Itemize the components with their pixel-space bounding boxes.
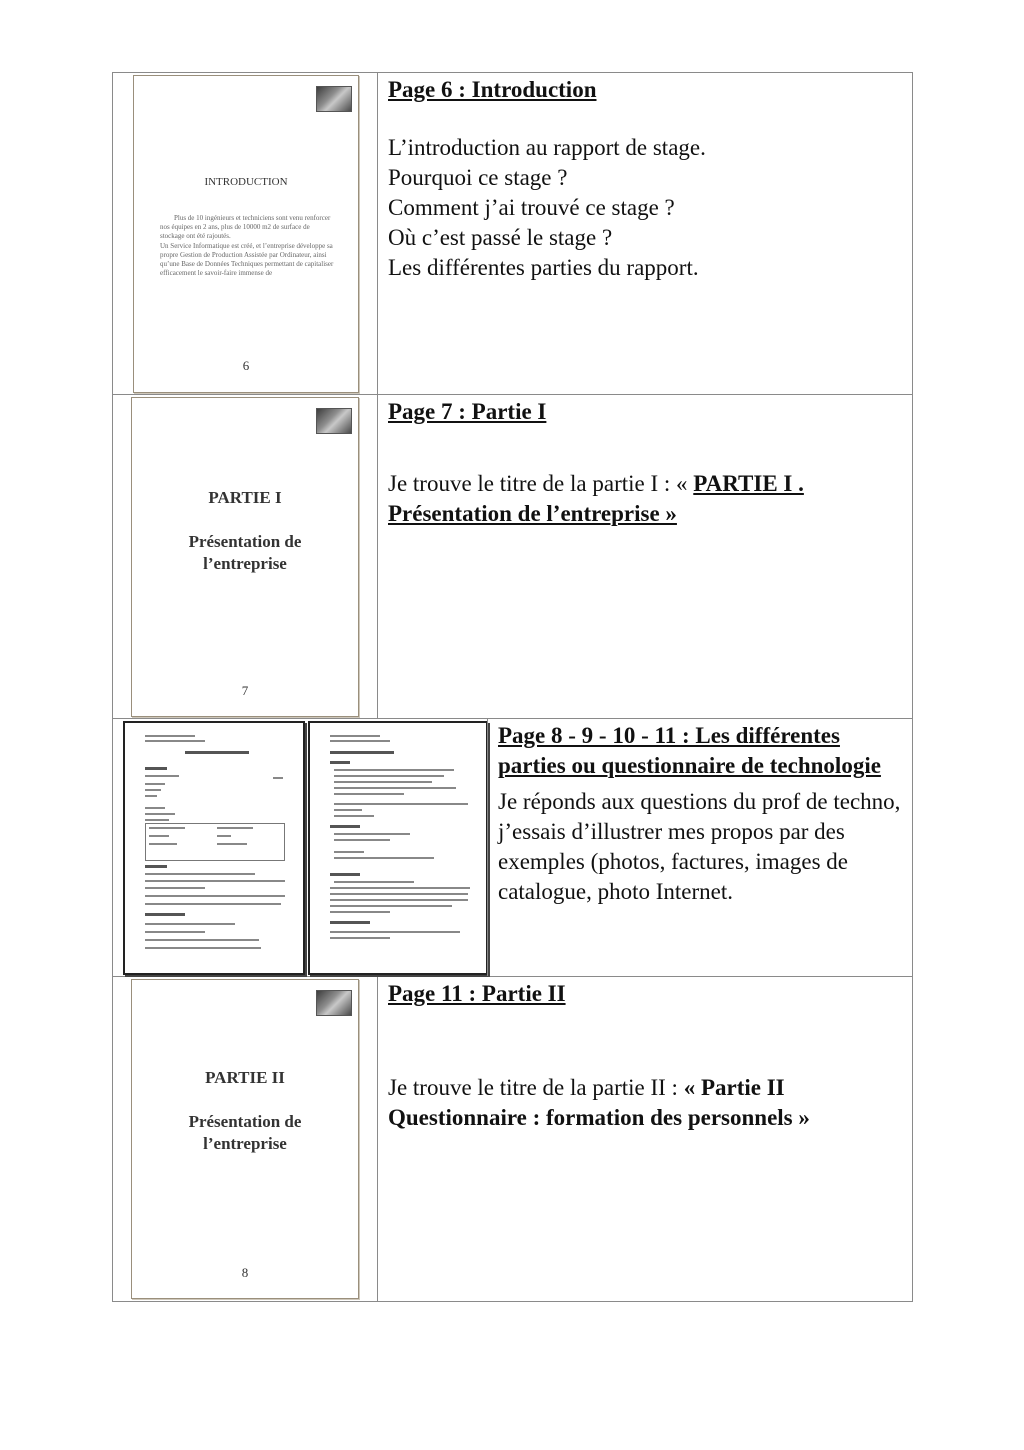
row-heading: Page 6 : Introduction (388, 77, 597, 102)
thumbnail-title: Présentation de (188, 1112, 302, 1131)
thumbnail-title: l’entreprise (203, 1134, 287, 1153)
table-row (113, 977, 912, 1301)
photo-icon (316, 408, 352, 434)
row-text: Je réponds aux questions du prof de techno, j’essais d’illustrer mes propos par des exemples (photos, factures, images de catalogue, photo Internet. (498, 789, 901, 904)
page-thumbnail (131, 397, 359, 717)
row-content (498, 721, 903, 907)
summary-table (112, 72, 913, 1302)
table-row (113, 719, 912, 977)
row-heading: Page 8 - 9 - 10 - 11 : Les différentes parties ou questionnaire de technologie (498, 723, 881, 778)
row-line: Où c’est passé le stage ? (388, 225, 613, 250)
part-title: Questionnaire : formation des personnels » (388, 1105, 810, 1130)
row-line: Comment j’ai trouvé ce stage ? (388, 195, 675, 220)
thumbnail-body: Plus de 10 ingénieurs et techniciens sont venu renforcer nos équipes en 2 ans, plus de 10000 m2 de surface de stockage ont été rajoutés. (160, 214, 331, 240)
thumbnail-title: PARTIE II (205, 1068, 285, 1087)
row-text: Je trouve le titre de la partie II : « Partie II (388, 1075, 785, 1100)
photo-icon (316, 86, 352, 112)
row-line: L’introduction au rapport de stage. (388, 135, 706, 160)
thumbnail-page-number: 8 (241, 1265, 249, 1280)
table-row (113, 395, 912, 719)
row-content (388, 979, 903, 1133)
row-heading: Page 7 : Partie I (388, 399, 547, 424)
thumbnail-title: l’entreprise (203, 554, 287, 573)
row-content (388, 75, 903, 283)
thumbnail-title: PARTIE I (208, 488, 282, 507)
table-row (113, 73, 912, 395)
part-title: Présentation de l’entreprise » (388, 501, 677, 526)
thumbnail-title: INTRODUCTION (204, 176, 288, 188)
row-line: Pourquoi ce stage ? (388, 165, 568, 190)
photo-icon (316, 990, 352, 1016)
thumbnail-page-number: 7 (241, 683, 249, 698)
thumbnail-body: Un Service Informatique est créé, et l’entreprise développe sa propre Gestion de Production Assistée par Ordinateur, ainsi qu’une Base de Données Techniques permettant de capitaliser efficacement le savoir-faire immense de (160, 242, 334, 277)
row-text: Je trouve le titre de la partie I : « PARTIE I . (388, 471, 804, 496)
row-content (388, 397, 903, 529)
part-title: « Partie II (683, 1075, 785, 1100)
thumbnail-page-number: 6 (242, 358, 250, 373)
part-title: PARTIE I . (693, 471, 804, 496)
page-thumbnail (133, 75, 359, 393)
page-thumbnail (123, 721, 305, 975)
page-thumbnail (308, 721, 488, 975)
page-thumbnail (131, 979, 359, 1299)
thumbnail-title: Présentation de (188, 532, 302, 551)
row-line: Les différentes parties du rapport. (388, 255, 699, 280)
row-heading: Page 11 : Partie II (388, 981, 566, 1006)
